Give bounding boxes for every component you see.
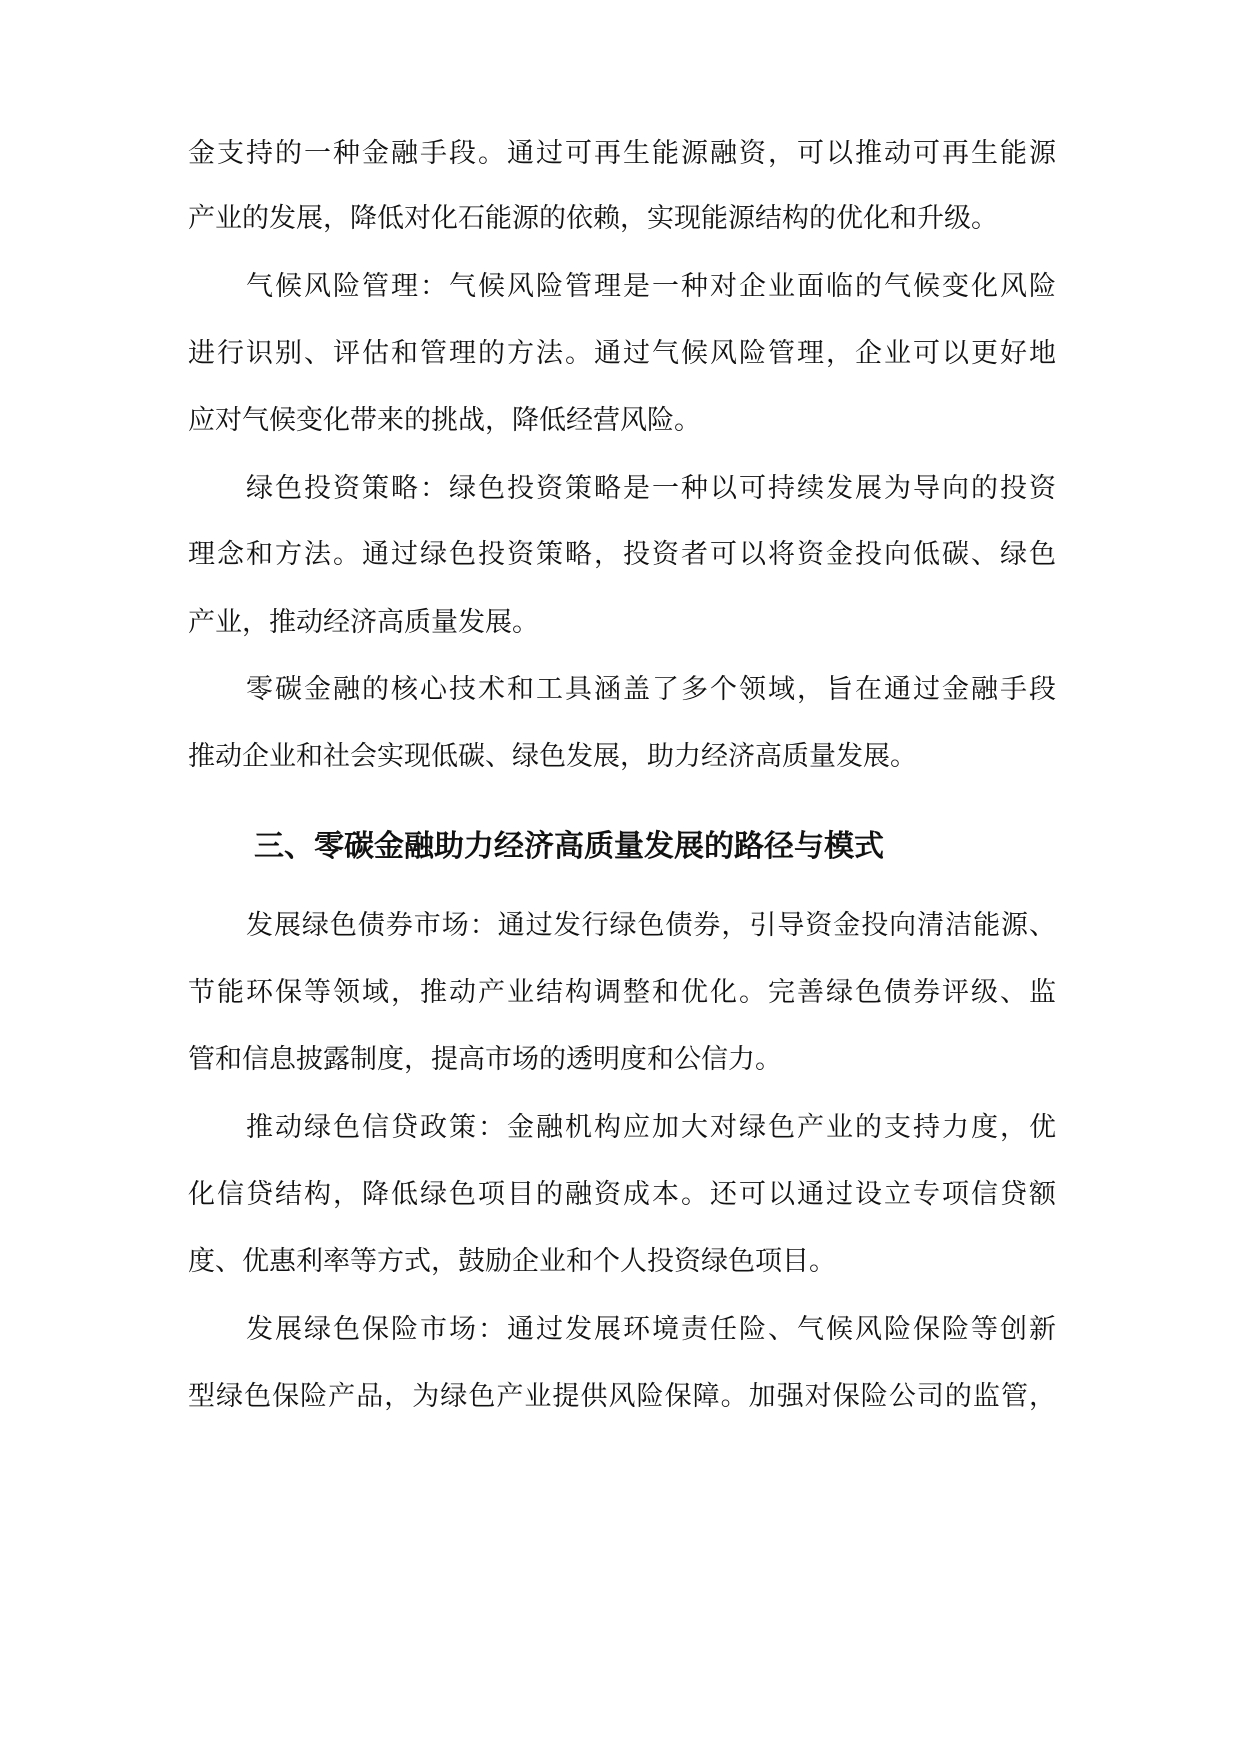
paragraph-line: 推动企业和社会实现低碳、绿色发展，助力经济高质量发展。 [188, 741, 917, 772]
section-heading: 三、零碳金融助力经济高质量发展的路径与模式 [254, 829, 884, 864]
paragraph-line: 产业的发展，降低对化石能源的依赖，实现能源结构的优化和升级。 [188, 203, 998, 234]
paragraph-line: 推动绿色信贷政策：金融机构应加大对绿色产业的支持力度，优 [246, 1112, 1056, 1143]
paragraph-line: 度、优惠利率等方式，鼓励企业和个人投资绿色项目。 [188, 1246, 836, 1277]
paragraph-line: 型绿色保险产品，为绿色产业提供风险保障。加强对保险公司的监管， [188, 1381, 1056, 1412]
paragraph-line: 零碳金融的核心技术和工具涵盖了多个领域，旨在通过金融手段 [246, 674, 1056, 705]
paragraph-line: 管和信息披露制度，提高市场的透明度和公信力。 [188, 1044, 782, 1075]
paragraph-line: 发展绿色保险市场：通过发展环境责任险、气候风险保险等创新 [246, 1314, 1056, 1345]
paragraph-line: 理念和方法。通过绿色投资策略，投资者可以将资金投向低碳、绿色 [188, 539, 1056, 570]
paragraph-line: 化信贷结构，降低绿色项目的融资成本。还可以通过设立专项信贷额 [188, 1179, 1056, 1210]
paragraph-line: 产业，推动经济高质量发展。 [188, 607, 539, 638]
paragraph-line: 进行识别、评估和管理的方法。通过气候风险管理，企业可以更好地 [188, 338, 1056, 369]
paragraph-line: 应对气候变化带来的挑战，降低经营风险。 [188, 405, 701, 436]
paragraph-line: 节能环保等领域，推动产业结构调整和优化。完善绿色债券评级、监 [188, 977, 1056, 1008]
paragraph-line: 发展绿色债券市场：通过发行绿色债券，引导资金投向清洁能源、 [246, 910, 1056, 941]
paragraph-line: 气候风险管理：气候风险管理是一种对企业面临的气候变化风险 [246, 271, 1056, 302]
paragraph-line: 绿色投资策略：绿色投资策略是一种以可持续发展为导向的投资 [246, 473, 1056, 504]
paragraph-line: 金支持的一种金融手段。通过可再生能源融资，可以推动可再生能源 [188, 138, 1056, 169]
